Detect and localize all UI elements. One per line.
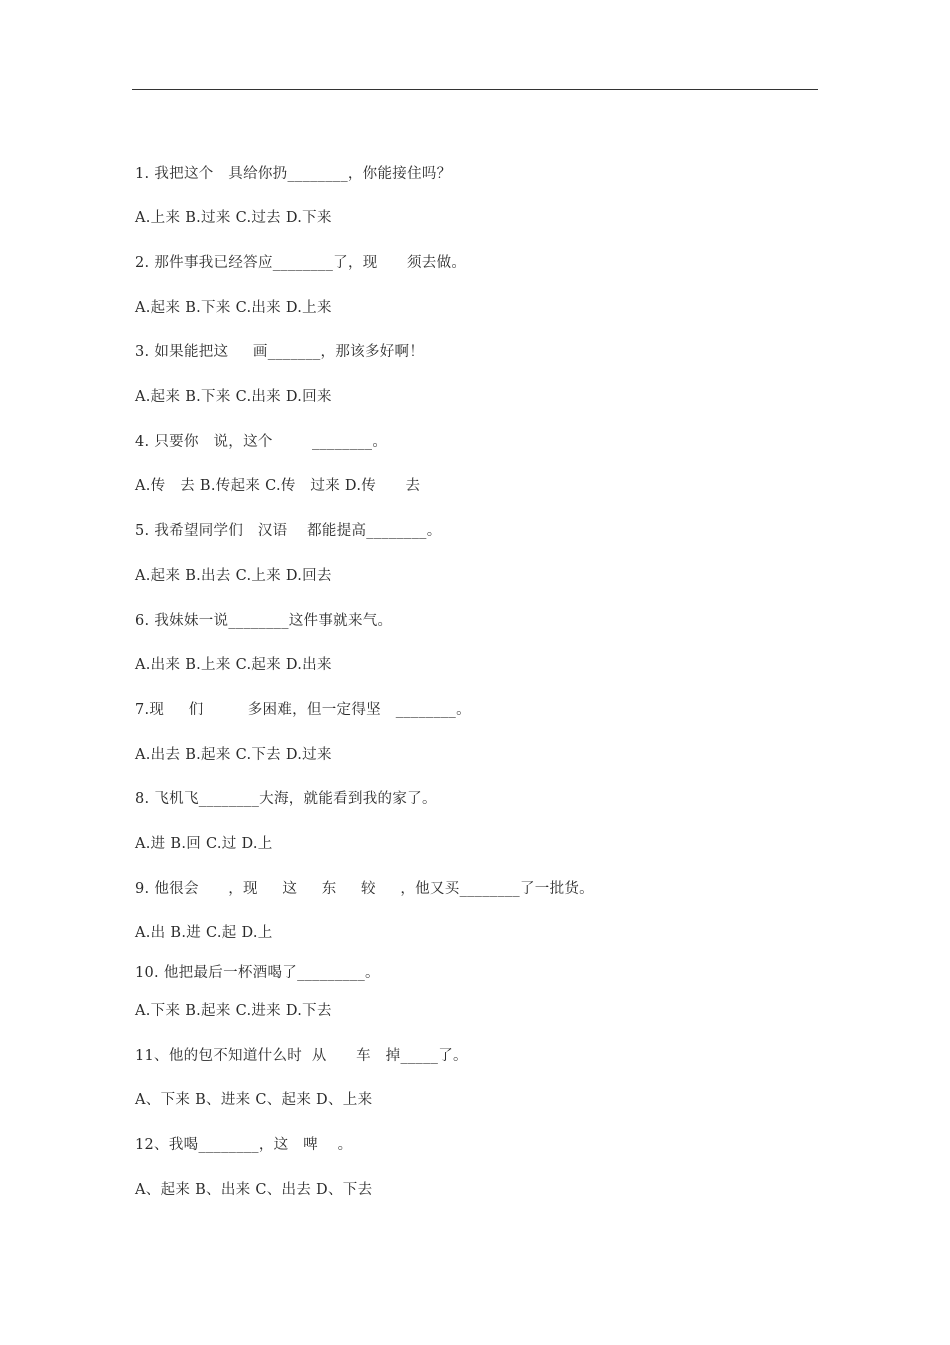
options-4: A.传 去 B.传起来 C.传 过来 D.传 去 (135, 478, 421, 494)
options-8: A.进 B.回 C.过 D.上 (135, 836, 273, 852)
options-11: A、下来 B、进来 C、起来 D、上来 (135, 1092, 373, 1108)
options-10: A.下来 B.起来 C.进来 D.下去 (135, 1003, 332, 1019)
question-5: 5. 我希望同学们 汉语 都能提高________。 (135, 523, 442, 539)
options-12: A、起来 B、出来 C、出去 D、下去 (135, 1182, 373, 1198)
header-rule (132, 89, 818, 90)
question-2: 2. 那件事我已经答应________了，现 须去做。 (135, 255, 467, 271)
question-4: 4. 只要你 说，这个 ________。 (135, 434, 388, 450)
question-1: 1. 我把这个 具给你扔________，你能接住吗？ (135, 166, 452, 182)
question-10: 10. 他把最后一杯酒喝了_________。 (135, 965, 380, 981)
options-9: A.出 B.进 C.起 D.上 (135, 925, 273, 941)
question-12: 12、我喝________，这 啤 。 (135, 1137, 353, 1153)
options-5: A.起来 B.出去 C.上来 D.回去 (135, 568, 332, 584)
options-2: A.起来 B.下来 C.出来 D.上来 (135, 300, 332, 316)
options-7: A.出去 B.起来 C.下去 D.过来 (135, 747, 332, 763)
options-3: A.起来 B.下来 C.出来 D.回来 (135, 389, 332, 405)
question-11: 11、他的包不知道什么时 从 车 掉_____了。 (135, 1048, 468, 1064)
question-7: 7.现 们 多困难，但一定得坚 ________。 (135, 702, 471, 718)
options-1: A.上来 B.过来 C.过去 D.下来 (135, 210, 332, 226)
options-6: A.出来 B.上来 C.起来 D.出来 (135, 657, 332, 673)
question-8: 8. 飞机飞________大海，就能看到我的家了。 (135, 791, 437, 807)
question-9: 9. 他很会 ，现 这 东 较 ，他又买________了一批货。 (135, 881, 594, 897)
question-6: 6. 我妹妹一说________这件事就来气。 (135, 613, 393, 629)
question-3: 3. 如果能把这 画_______，那该多好啊！ (135, 344, 425, 360)
